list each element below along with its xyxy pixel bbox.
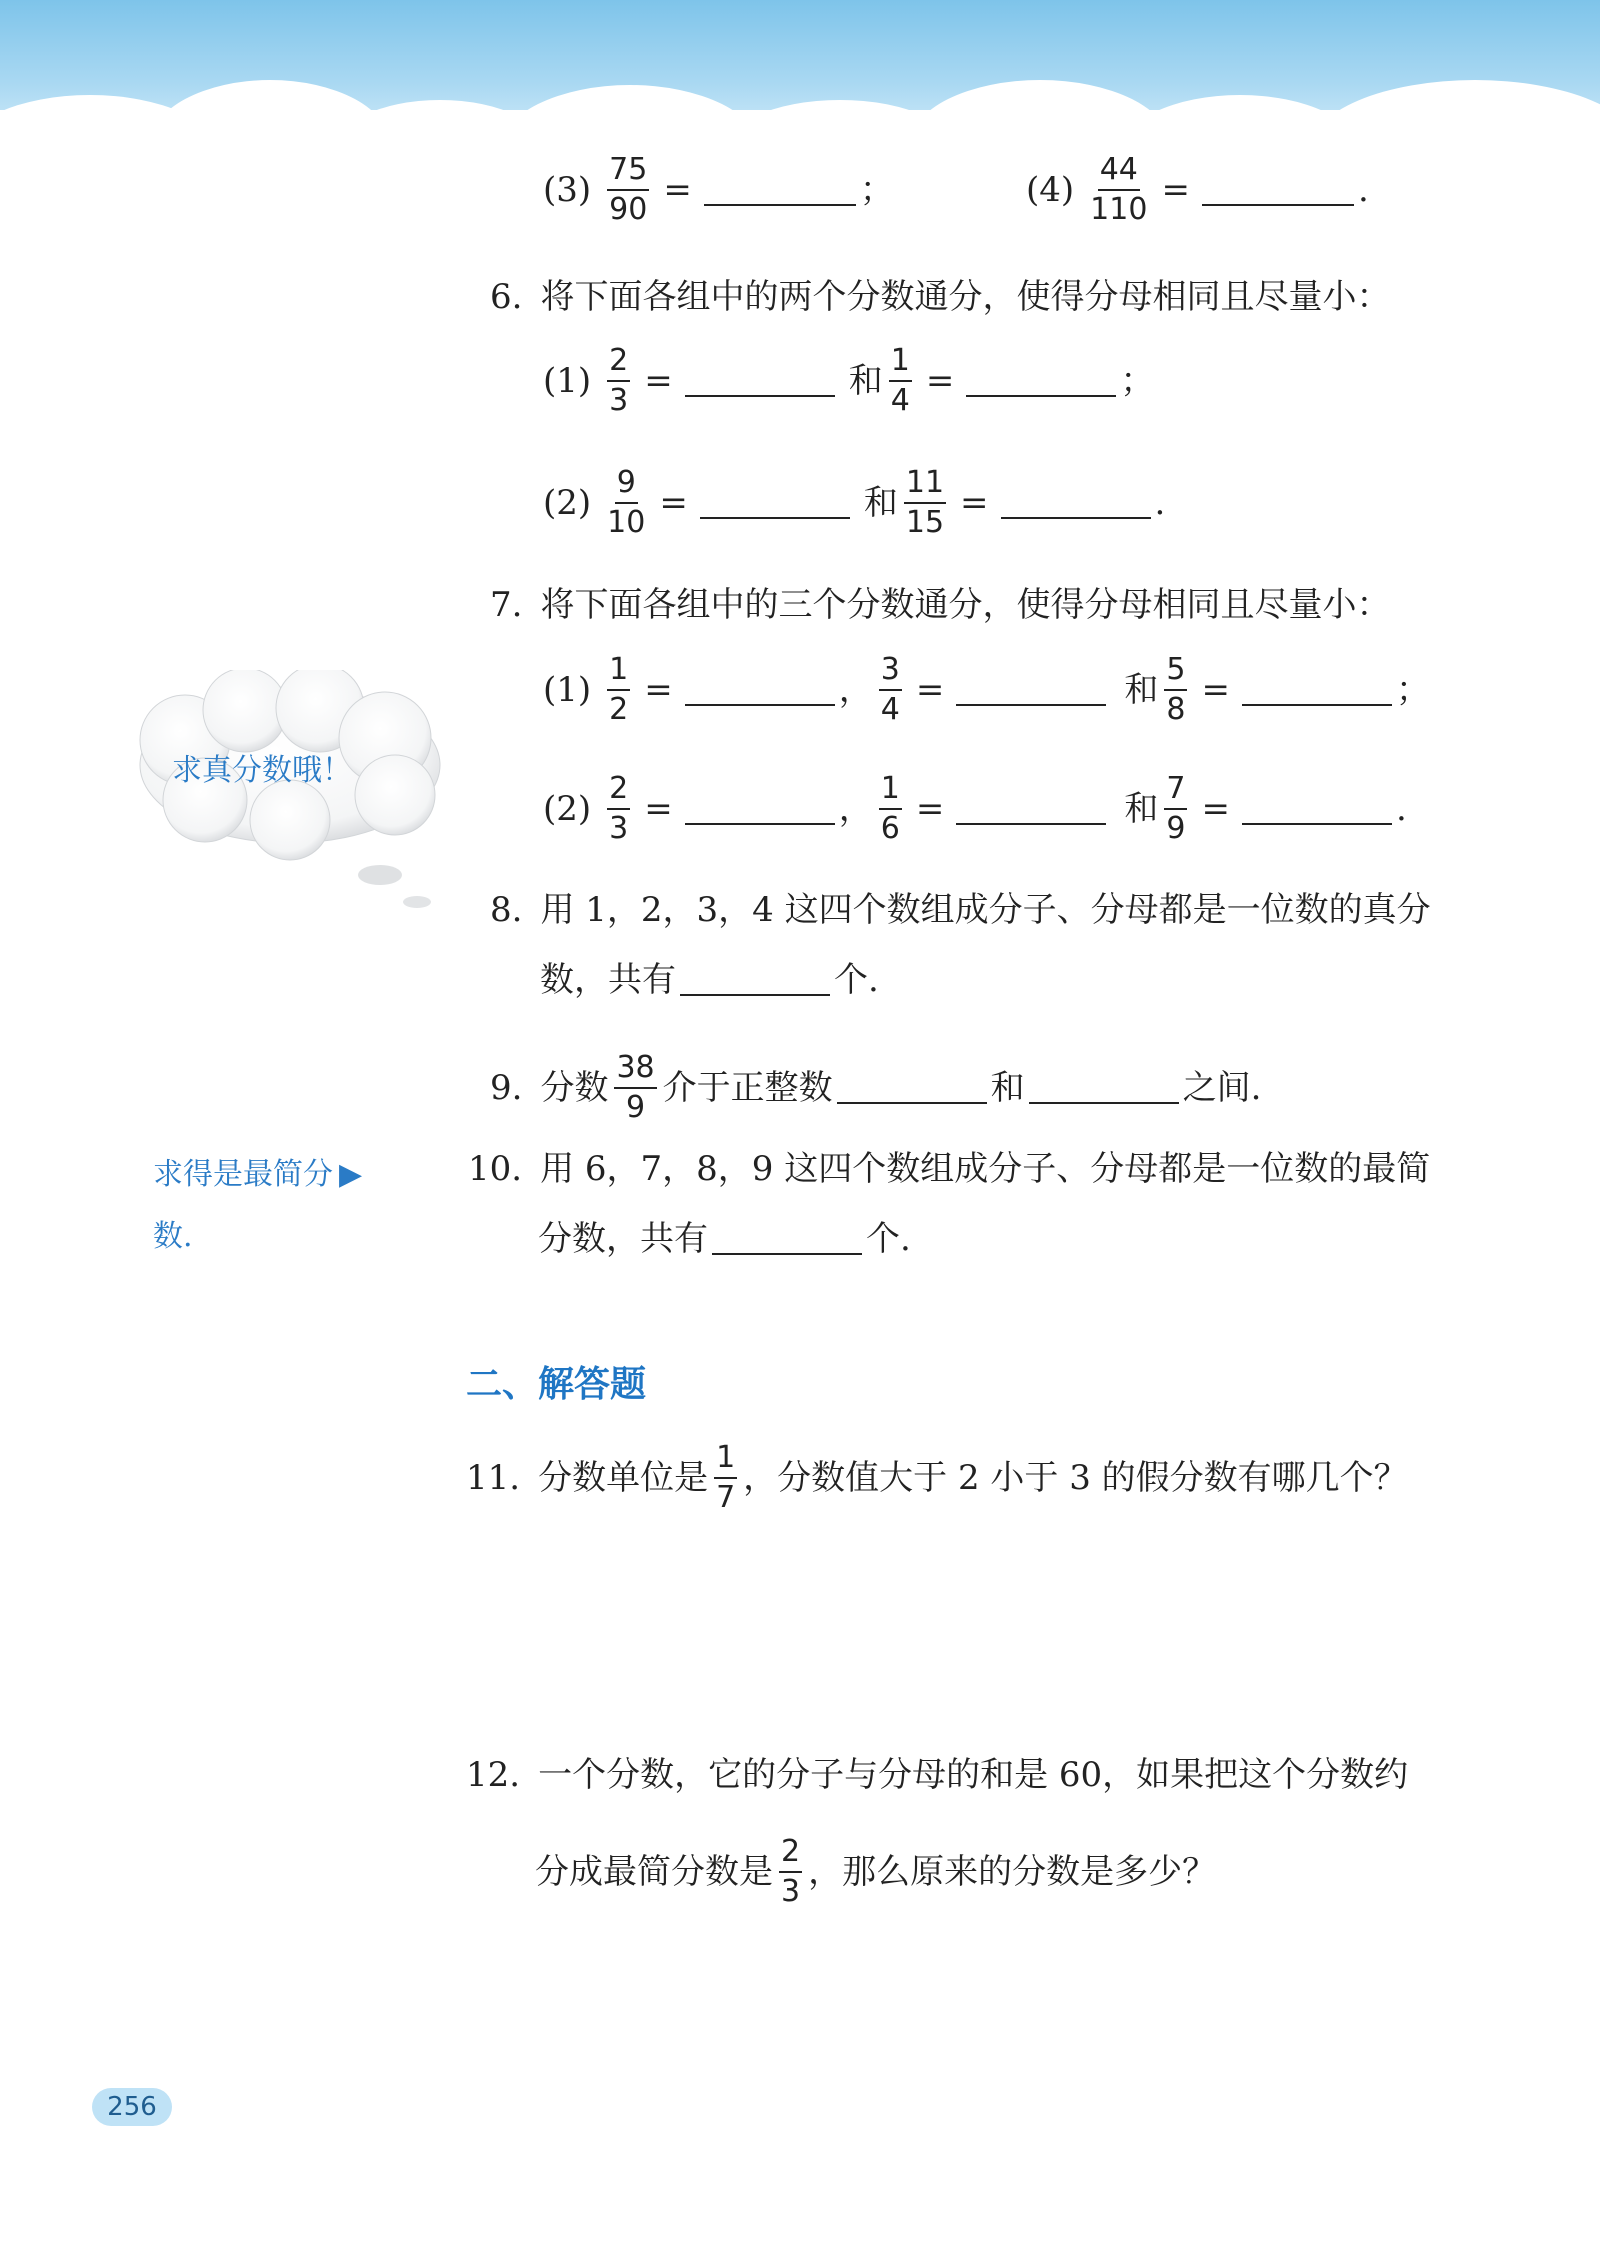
question-text: 分数，共有: [538, 1219, 708, 1259]
fraction: $\frac{38}{9}$: [616, 1050, 655, 1125]
question-number: 12.: [466, 1755, 521, 1795]
answer-blank[interactable]: [704, 174, 856, 206]
q11-line: [466, 1442, 1408, 1513]
q7-sub1: [543, 654, 1430, 725]
equals-sign: =: [960, 482, 989, 523]
equals-sign: =: [1161, 169, 1190, 210]
question-text: 数，共有: [540, 960, 676, 1000]
punct: ；: [1120, 360, 1155, 401]
q8-line2: [540, 960, 879, 1000]
answer-blank[interactable]: [966, 365, 1116, 397]
side-note-line2: 数.: [153, 1219, 193, 1254]
fraction: $\frac{2}{3}$: [609, 343, 629, 418]
and-word: 和: [990, 1067, 1025, 1108]
answer-blank[interactable]: [685, 674, 835, 706]
question-text: 个.: [834, 960, 879, 1000]
fraction: $\frac{7}{9}$: [1166, 771, 1186, 846]
answer-blank[interactable]: [837, 1072, 987, 1104]
q7-sub2: [543, 773, 1407, 844]
punct: ；: [1395, 669, 1430, 710]
question-number: 7.: [490, 585, 523, 625]
question-text: 介于正整数: [662, 1067, 833, 1108]
answer-blank[interactable]: [700, 487, 850, 519]
punct: .: [1395, 788, 1407, 829]
equals-sign: =: [1201, 669, 1230, 710]
equals-sign: =: [644, 788, 673, 829]
answer-blank[interactable]: [680, 964, 830, 996]
and-word: 和: [848, 360, 883, 401]
section-heading: 二、解答题: [466, 1364, 647, 1405]
equals-sign: =: [663, 169, 692, 210]
sky-banner: [0, 0, 1600, 150]
question-text: 分数: [540, 1067, 609, 1108]
punct: .: [1357, 169, 1369, 210]
answer-blank[interactable]: [1202, 174, 1354, 206]
fraction: $\frac{1}{2}$: [609, 652, 629, 727]
question-number: 8.: [490, 890, 523, 930]
and-word: 和: [1124, 669, 1159, 710]
equals-sign: =: [644, 669, 673, 710]
q9-line: [490, 1052, 1261, 1123]
bubble-text: 求真分数哦！: [172, 753, 352, 788]
sub-label: (3): [543, 169, 592, 210]
q12-line1: [466, 1755, 1409, 1795]
equals-sign: =: [915, 788, 945, 829]
comma: ，: [838, 669, 873, 710]
answer-blank[interactable]: [685, 793, 835, 825]
sub-label: (1): [543, 360, 592, 401]
fraction: $\frac{1}{6}$: [880, 771, 900, 846]
triangle-right-icon: ▶: [339, 1157, 363, 1192]
comma: ，: [838, 788, 873, 829]
fraction: $\frac{44}{110}$: [1090, 152, 1148, 227]
answer-blank[interactable]: [712, 1223, 862, 1255]
fraction: $\frac{11}{15}$: [905, 465, 945, 540]
answer-blank[interactable]: [956, 674, 1106, 706]
punct: .: [1154, 482, 1166, 523]
q12-line2: [535, 1836, 1216, 1907]
question-number: 10.: [468, 1149, 523, 1189]
fraction: $\frac{1}{4}$: [890, 343, 910, 418]
question-text: 一个分数，它的分子与分母的和是 60，如果把这个分数约: [538, 1755, 1409, 1795]
question-number: 11.: [466, 1457, 521, 1498]
question-text: 之间.: [1182, 1067, 1262, 1108]
side-note: [153, 1144, 433, 1268]
and-word: 和: [863, 482, 898, 523]
punct: ；: [859, 169, 894, 210]
sub-label: (1): [543, 669, 592, 710]
question-number: 6.: [490, 277, 523, 317]
equals-sign: =: [659, 482, 688, 523]
q8-line1: [490, 890, 1431, 930]
fraction: $\frac{1}{7}$: [716, 1440, 736, 1515]
question-text: 用 1，2，3，4 这四个数组成分子、分母都是一位数的真分: [540, 890, 1431, 930]
question-text: 将下面各组中的三个分数通分，使得分母相同且尽量小：: [540, 585, 1391, 625]
q7-stem: [490, 585, 1391, 625]
and-word: 和: [1124, 788, 1159, 829]
fraction: $\frac{75}{90}$: [609, 152, 648, 227]
answer-blank[interactable]: [1029, 1072, 1179, 1104]
side-note-line1: 求得是最简分: [153, 1157, 333, 1192]
equals-sign: =: [915, 669, 945, 710]
question-number: 9.: [490, 1067, 523, 1108]
answer-blank[interactable]: [685, 365, 835, 397]
question-text: 分成最简分数是: [535, 1851, 773, 1892]
question-text: 分数单位是: [538, 1457, 709, 1498]
fraction: $\frac{5}{8}$: [1166, 652, 1186, 727]
fraction: $\frac{2}{3}$: [781, 1834, 801, 1909]
page-number: 256: [92, 2088, 172, 2126]
answer-blank[interactable]: [1242, 674, 1392, 706]
q6-sub1: [543, 345, 1154, 416]
q10-line2: [538, 1219, 911, 1259]
sub-label: (4): [1026, 169, 1075, 210]
answer-blank[interactable]: [1242, 793, 1392, 825]
question-text: 用 6，7，8，9 这四个数组成分子、分母都是一位数的最简: [540, 1149, 1431, 1189]
answer-blank[interactable]: [956, 793, 1106, 825]
q10-line1: [468, 1149, 1431, 1189]
equals-sign: =: [925, 360, 955, 401]
q6-sub2: [543, 467, 1165, 538]
fraction: $\frac{2}{3}$: [609, 771, 629, 846]
equals-sign: =: [644, 360, 673, 401]
q5-sub3: [543, 154, 894, 225]
fraction: $\frac{9}{10}$: [607, 465, 646, 540]
thought-bubble: [125, 670, 455, 920]
sub-label: (2): [543, 788, 592, 829]
question-text: ，分数值大于 2 小于 3 的假分数有哪几个？: [743, 1457, 1408, 1498]
q6-stem: [490, 277, 1391, 317]
question-text: 个.: [866, 1219, 911, 1259]
equals-sign: =: [1201, 788, 1230, 829]
q5-sub4: [1026, 154, 1369, 225]
question-text: ，那么原来的分数是多少？: [808, 1851, 1217, 1892]
sub-label: (2): [543, 482, 592, 523]
question-text: 将下面各组中的两个分数通分，使得分母相同且尽量小：: [540, 277, 1391, 317]
answer-blank[interactable]: [1001, 487, 1151, 519]
fraction: $\frac{3}{4}$: [880, 652, 900, 727]
